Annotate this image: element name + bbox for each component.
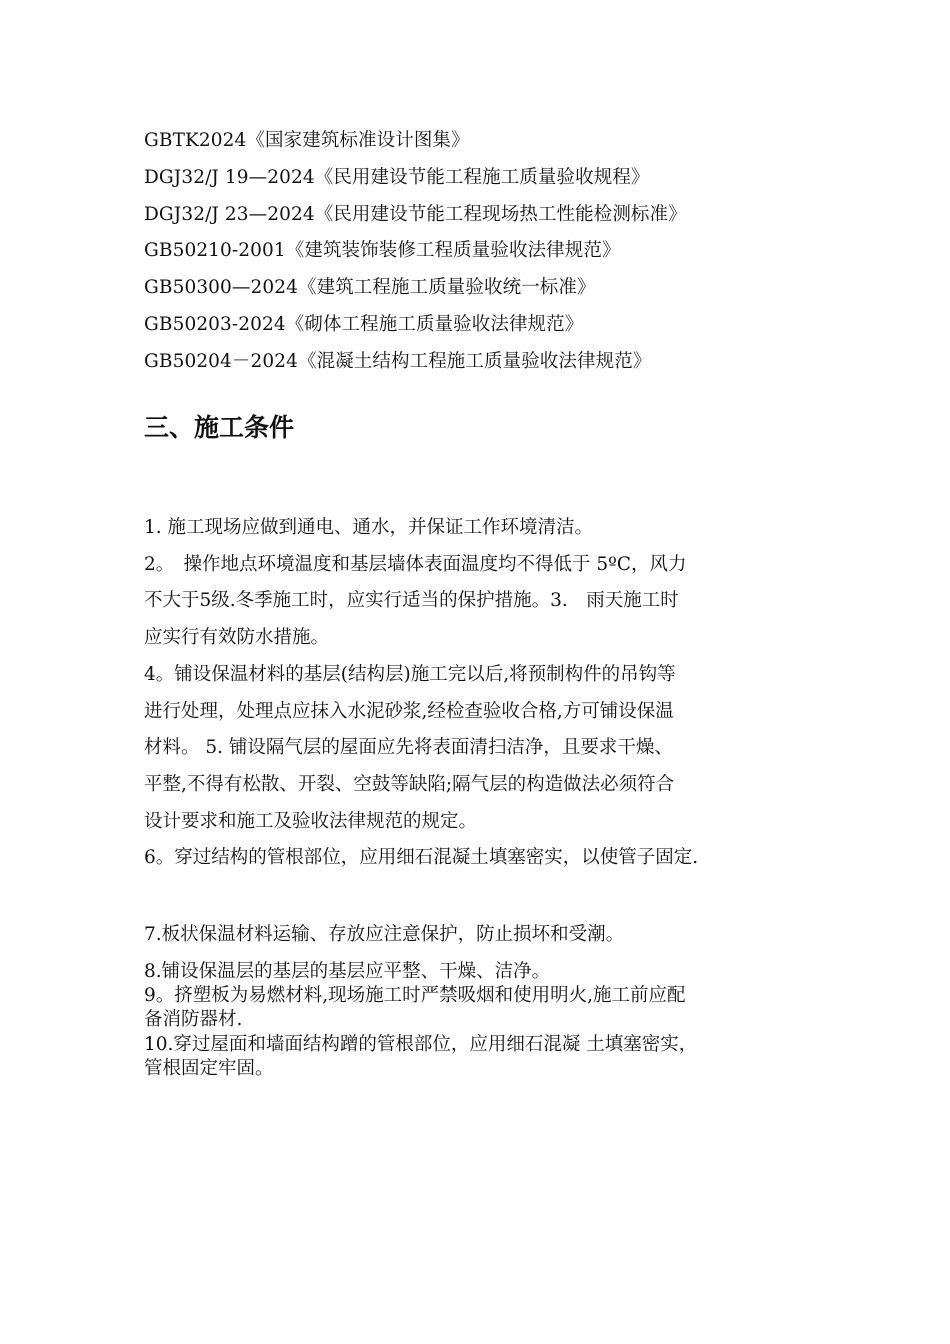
conditions-paragraph: [144, 510, 824, 877]
text-line: 6。穿过结构的管根部位，应用细石混凝土填塞密实，以使管子固定.: [144, 847, 699, 869]
standard-item: GB50210-2001《建筑装饰装修工程质量验收法律规范》: [144, 240, 621, 262]
section-heading: 三、施工条件: [144, 413, 295, 442]
standards-list: [144, 123, 824, 381]
text-line: 7.板状保温材料运输、存放应注意保护，防止损坏和受潮。: [144, 924, 625, 945]
text-line: 平整,不得有松散、开裂、空鼓等缺陷;隔气层的构造做法必须符合: [144, 773, 675, 795]
text-line: 应实行有效防水措施。: [144, 627, 330, 649]
text-line: 9。挤塑板为易燃材料,现场施工时严禁吸烟和使用明火,施工前应配: [144, 985, 686, 1007]
text-line: 备消防器材.: [144, 1009, 243, 1031]
text-line: 管根固定牢固。: [144, 1057, 274, 1079]
text-line: 进行处理，处理点应抹入水泥砂浆,经检查验收合格,方可铺设保温: [144, 700, 674, 722]
standard-item: DGJ32/J 23—2024《民用建设节能工程现场热工性能检测标准》: [144, 203, 687, 225]
standard-item: GBTK2024《国家建筑标准设计图集》: [144, 130, 470, 151]
text-line: 材料。 5. 铺设隔气层的屋面应先将表面清扫洁净，且要求干燥、: [144, 737, 673, 759]
standard-item: GB50204－2024《混凝土结构工程施工质量验收法律规范》: [144, 350, 652, 372]
standard-item: GB50203-2024《砌体工程施工质量验收法律规范》: [144, 313, 584, 335]
standard-item: GB50300—2024《建筑工程施工质量验收统一标准》: [144, 277, 596, 299]
text-line: 4。铺设保温材料的基层(结构层)施工完以后,将预制构件的吊钩等: [144, 663, 676, 685]
text-line: 8.铺设保温层的基层的基层应平整、干燥、洁净。: [144, 961, 551, 982]
text-line: 1. 施工现场应做到通电、通水，并保证工作环境清洁。: [144, 517, 594, 538]
conditions-list-continued: [144, 915, 834, 1081]
text-line: 10.穿过屋面和墙面结构蹭的管根部位，应用细石混凝 土填塞密实，: [144, 1033, 698, 1055]
text-line: 设计要求和施工及验收法律规范的规定。: [144, 810, 478, 832]
standard-item: DGJ32/J 19—2024《民用建设节能工程施工质量验收规程》: [144, 166, 650, 188]
text-line: 不大于5级.冬季施工时，应实行适当的保护措施。3. 雨天施工时: [144, 590, 679, 612]
text-line: 2。 操作地点环境温度和基层墙体表面温度均不得低于 5ºC，风力: [144, 553, 687, 575]
